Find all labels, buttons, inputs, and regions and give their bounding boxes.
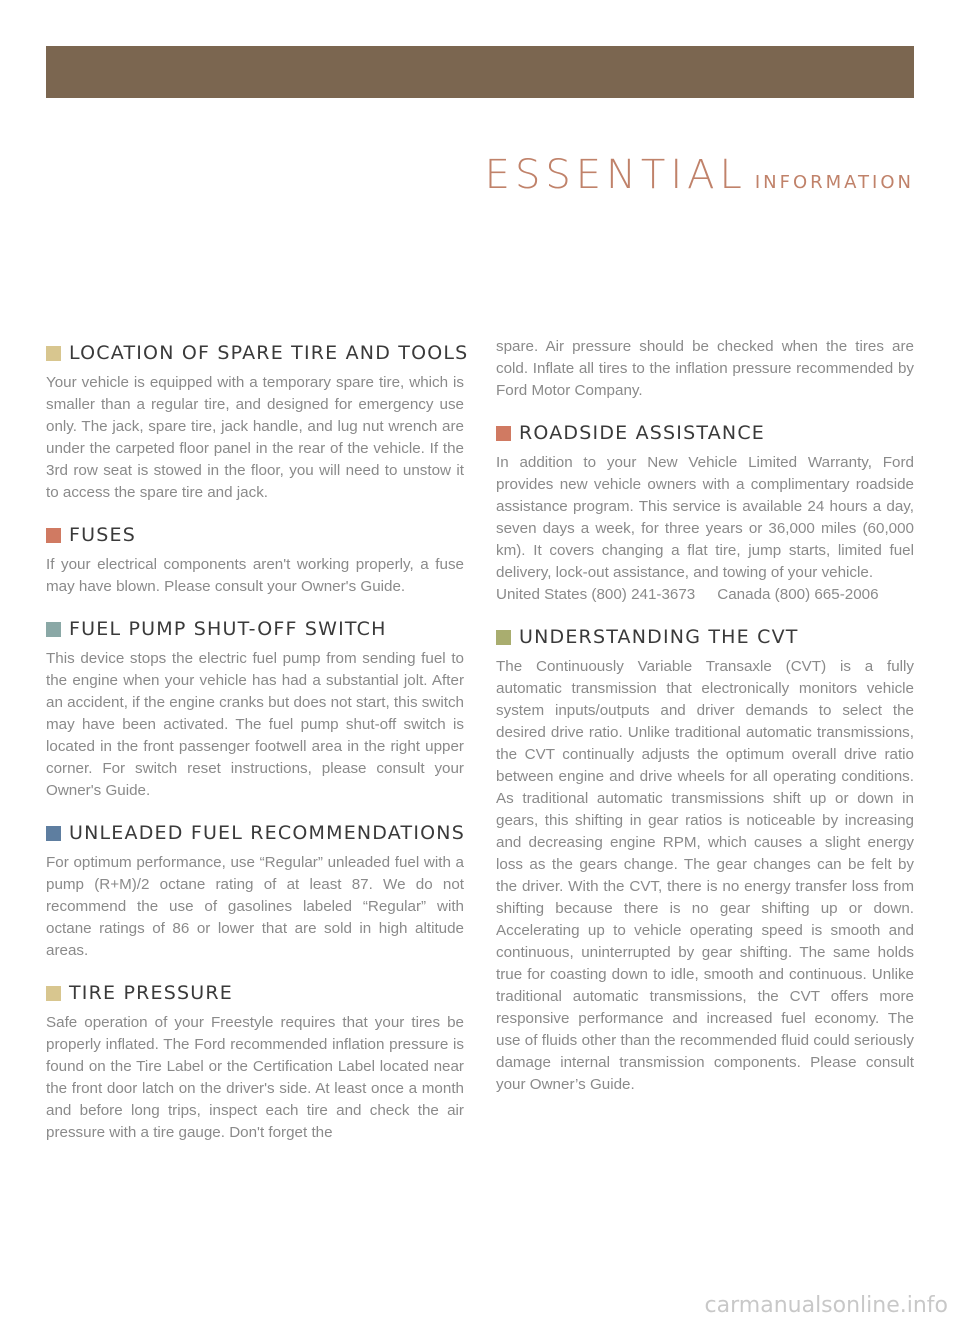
section-fuses — [46, 524, 464, 598]
salmon-square-icon — [496, 426, 511, 441]
section-heading — [46, 524, 464, 546]
section-body: Safe operation of your Freestyle requires that your tires be properly inflated. The Ford recommended inflation pressure is found on the Tire Label or the Certification Label located near the front door latch on the driver's side. At least once a month and before long trips, inspect each tire and check the air pressure with a tire gauge. Don't forget the — [46, 1014, 464, 1141]
heading-text: TIRE PRESSURE — [69, 982, 233, 1004]
phone-us: United States (800) 241-3673 — [496, 586, 696, 603]
heading-text: FUEL PUMP SHUT-OFF SWITCH — [69, 618, 387, 640]
slate-square-icon — [46, 826, 61, 841]
section-tire-pressure-continued — [496, 336, 914, 402]
section-roadside — [496, 422, 914, 606]
heading-text: UNDERSTANDING THE CVT — [519, 626, 799, 648]
tan-square-icon — [46, 986, 61, 1001]
heading-text: LOCATION OF SPARE TIRE AND TOOLS — [69, 342, 469, 364]
page-title-main: ESSENTIAL — [484, 152, 747, 198]
teal-square-icon — [46, 622, 61, 637]
section-heading — [46, 618, 464, 640]
section-unleaded-fuel — [46, 822, 464, 962]
right-column — [496, 336, 914, 1116]
section-body: Your vehicle is equipped with a temporary spare tire, which is smaller than a regular tire, and designed for emergency use only. The jack, spare tire, jack handle, and lug nut wrench are under the carpeted floor panel in the rear of the vehicle. If the 3rd row seat is stowed in the floor, you will need to unstow it to access the spare tire and jack. — [46, 374, 464, 501]
section-body: The Continuously Variable Transaxle (CVT) is a fully automatic transmission that electronically monitors vehicle system inputs/outputs and driver demands to select the desired drive ratio. Unlike traditional automatic transmissions, the CVT continually adjusts the optimum overall drive ratio between engine and drive wheels for all operating conditions. As traditional automatic transmissions shift up or down in gears, this shifting in gear ratios is noticeable by increasing and decreasing engine RPM, which causes a slight energy loss as the gears change. The gear changes can be felt by the driver. With the CVT, there is no energy transfer loss from shifting because there is no gear shifting up or down. Accelerating up to vehicle operating speed is smooth and continuous, uninterrupted by gear shifting. The same holds true for coasting down to idle, smooth and continuous. Unlike traditional automatic transmissions, the CVT offers more responsive performance and increased fuel economy. The use of fluids other than the recommended fluid could seriously damage internal transmission components. Please consult your Owner’s Guide. — [496, 658, 914, 1093]
left-column — [46, 336, 469, 1164]
tan-square-icon — [46, 346, 61, 361]
watermark: carmanualsonline.info — [704, 1293, 948, 1318]
salmon-square-icon — [46, 528, 61, 543]
phone-numbers — [496, 584, 914, 606]
phone-canada: Canada (800) 665-2006 — [717, 586, 879, 603]
section-body: If your electrical components aren't working properly, a fuse may have blown. Please consult your Owner's Guide. — [46, 556, 464, 595]
section-spare-tire — [46, 342, 469, 504]
section-body: This device stops the electric fuel pump from sending fuel to the engine when your vehicle has had a substantial jolt. After an accident, if the engine cranks but does not start, this switch may have been activated. The fuel pump shut-off switch is located in the front passenger footwell area in the right upper corner. For switch reset instructions, please consult your Owner's Guide. — [46, 650, 464, 799]
header-band — [46, 46, 914, 98]
section-heading — [496, 422, 914, 444]
page-title-sub: INFORMATION — [754, 172, 914, 193]
section-body: For optimum performance, use “Regular” unleaded fuel with a pump (R+M)/2 octane rating of at least 87. We do not recommend the use of gasolines labeled “Regular” with octane ratings of 86 or lower that are sold in high altitude areas. — [46, 854, 464, 959]
section-body: In addition to your New Vehicle Limited Warranty, Ford provides new vehicle owners with a complimentary roadside assistance program. This service is available 24 hours a day, seven days a week, for three years or 36,000 miles (60,000 km). It covers changing a flat tire, jump starts, limited fuel delivery, lock-out assistance, and towing of your vehicle. — [496, 454, 914, 581]
section-heading — [46, 982, 464, 1004]
heading-text: FUSES — [69, 524, 136, 546]
heading-text: UNLEADED FUEL RECOMMENDATIONS — [69, 822, 465, 844]
heading-text: ROADSIDE ASSISTANCE — [519, 422, 765, 444]
section-heading — [46, 822, 464, 844]
section-tire-pressure — [46, 982, 464, 1144]
section-body-continued: spare. Air pressure should be checked when the tires are cold. Inflate all tires to the inflation pressure recommended by Ford Motor Company. — [496, 338, 914, 399]
section-heading — [496, 626, 914, 648]
section-fuel-pump — [46, 618, 464, 802]
section-cvt — [496, 626, 914, 1096]
olive-square-icon — [496, 630, 511, 645]
page-title — [485, 152, 914, 198]
section-heading — [46, 342, 469, 364]
